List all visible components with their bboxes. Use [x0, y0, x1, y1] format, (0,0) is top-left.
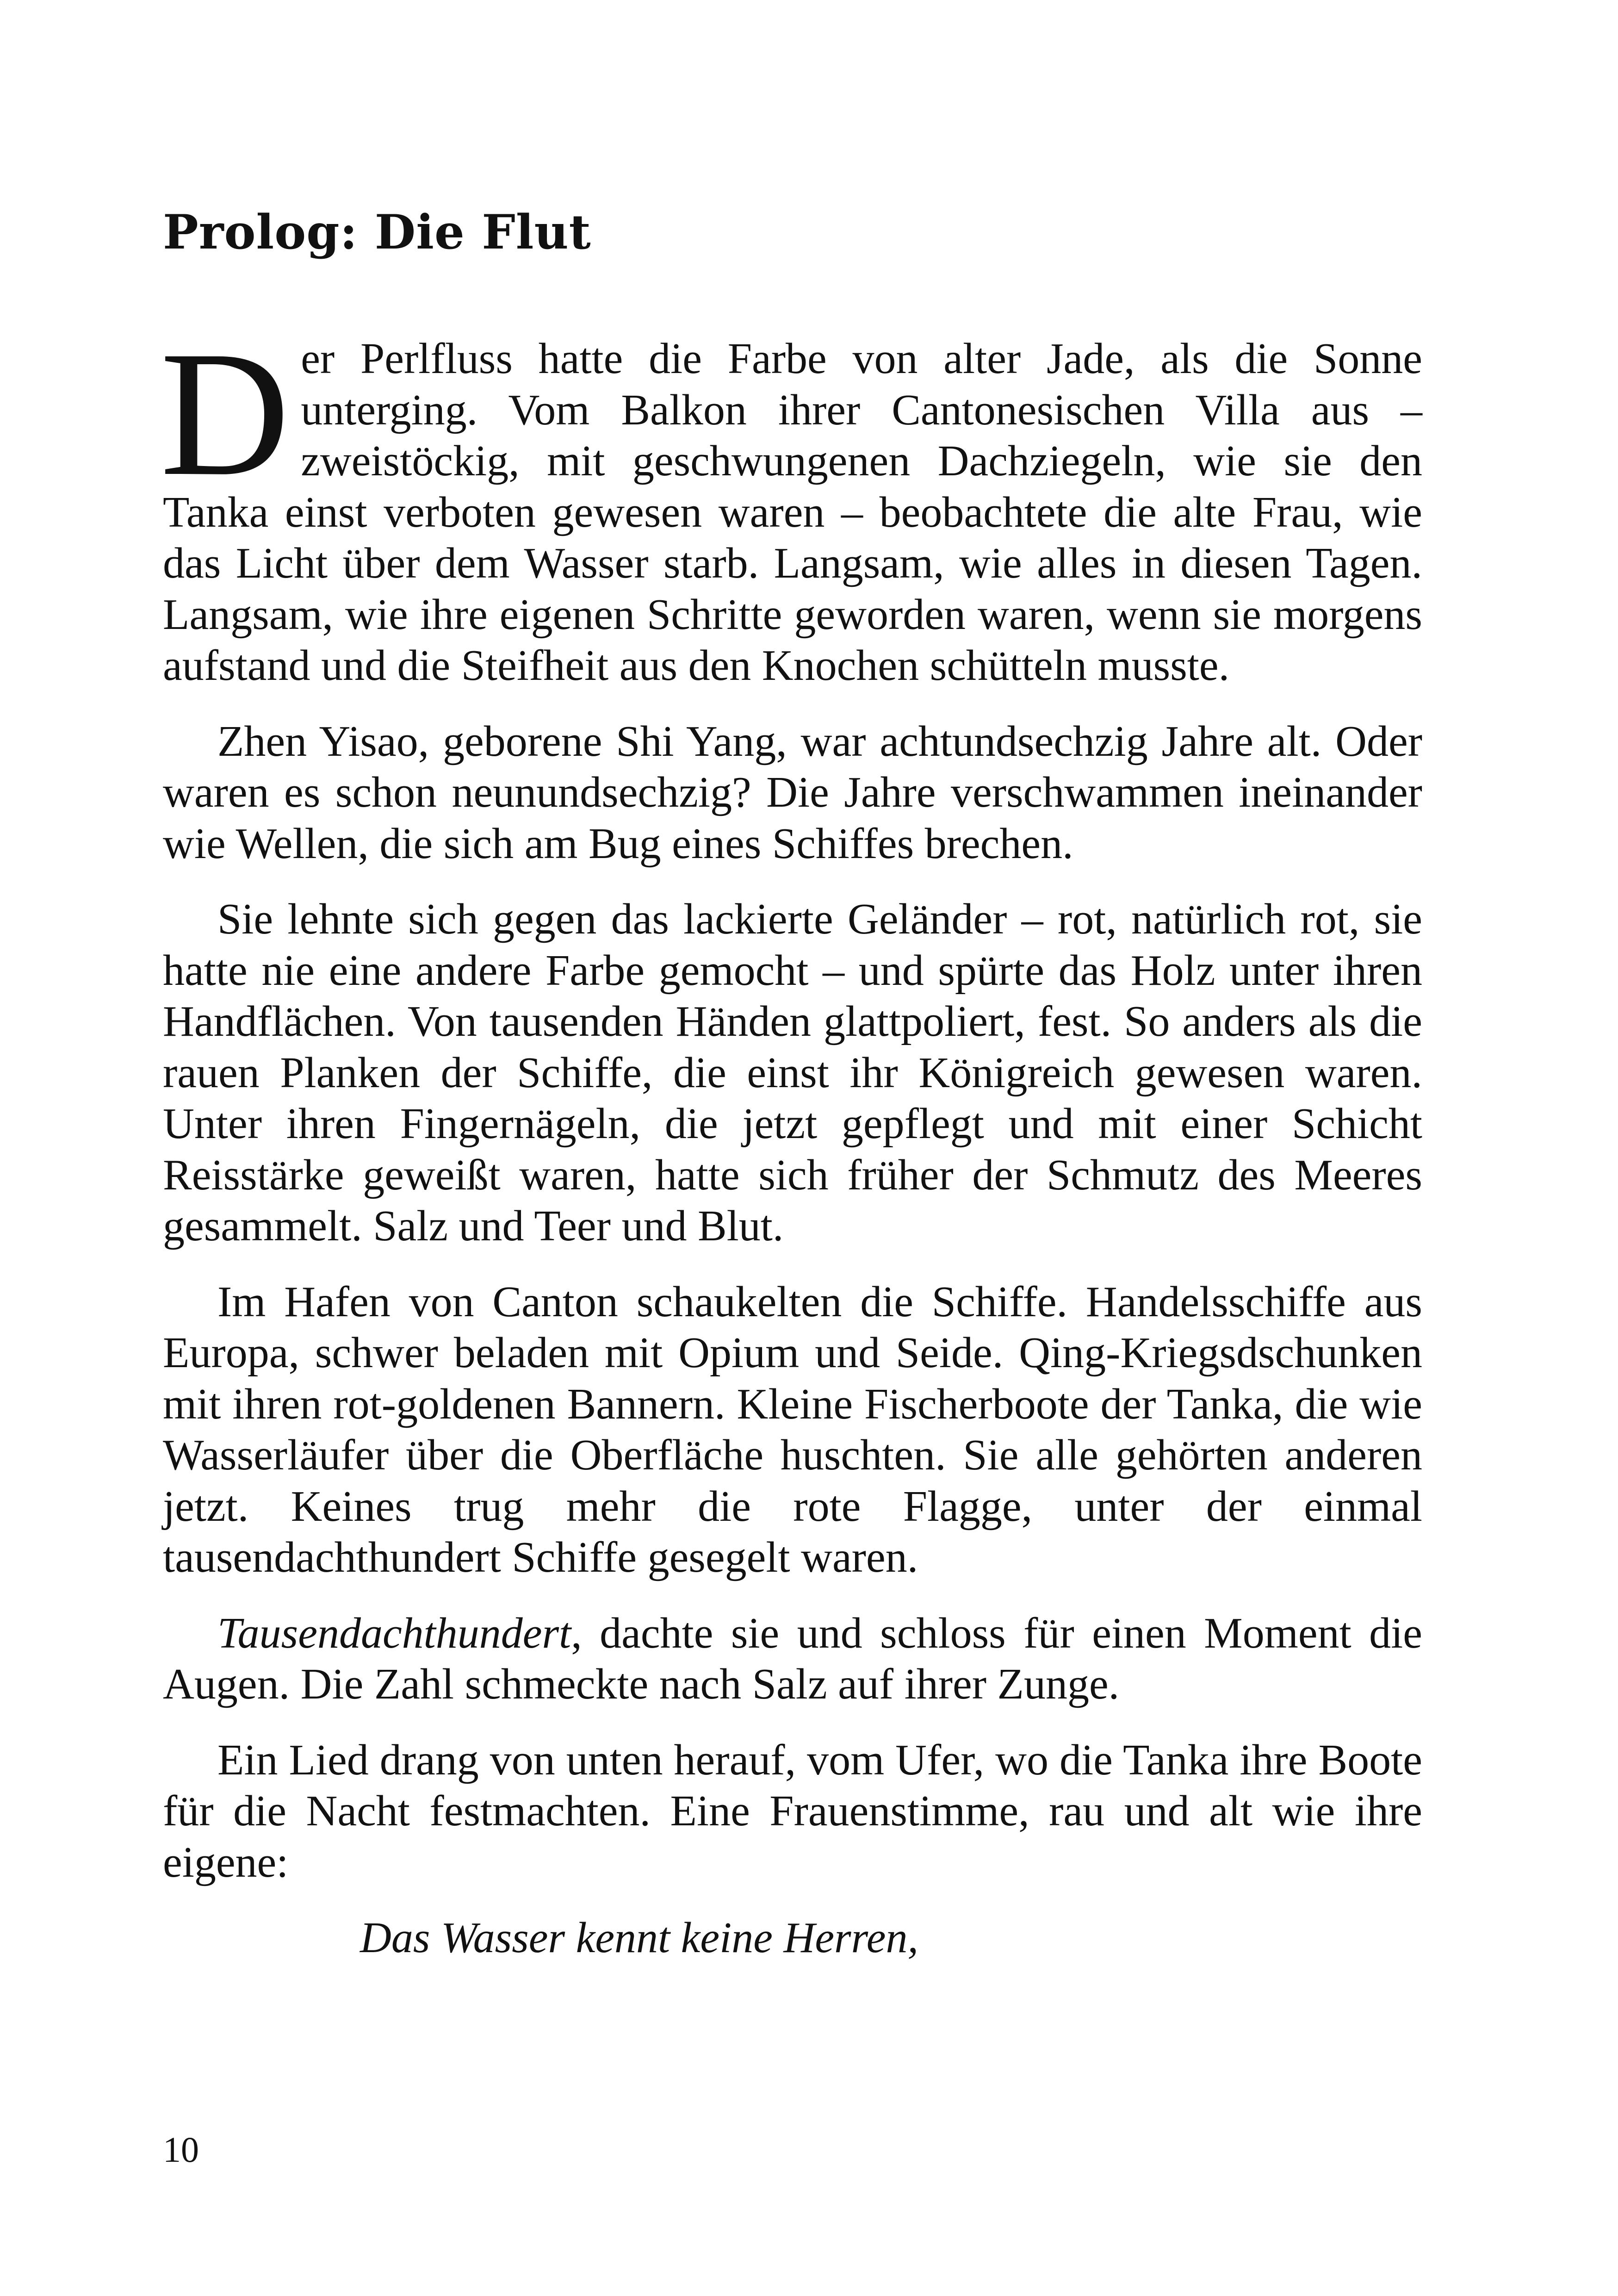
body-text — [160, 314, 1422, 1964]
paragraph-4: Im Hafen von Canton schaukelten die Schiffe. Handelsschiffe aus Europa, schwer beladen mit Opium und Seide. Qing-Kriegsdschunken mit ihren rot-goldenen Bannern. Kleine Fischerboote der Tanka, die wie Wasserläufer über die Oberfläche huschten. Sie alle gehörten anderen jetzt. Keines trug mehr die rote Flagge, unter der einmal tausendachthundert Schiffe gesegelt waren. — [163, 1277, 1422, 1581]
paragraph-3: Sie lehnte sich gegen das lackierte Geländer – rot, natürlich rot, sie hatte nie eine andere Farbe gemocht – und spürte das Holz unter ihren Handflächen. Von tausenden Händen glattpoliert, fest. So anders als die rauen Planken der Schiffe, die einst ihr Königreich gewesen waren. Unter ihren Fingernägeln, die jetzt gepflegt und mit einer Schicht Reisstärke geweißt waren, hatte sich früher der Schmutz des Meeres gesammelt. Salz und Teer und Blut. — [163, 895, 1422, 1250]
page-number: 10 — [163, 2129, 199, 2170]
verse-line: Das Wasser kennt keine Herren, — [360, 1914, 918, 1962]
paragraph-5-emphasis: Tausendachthundert — [217, 1609, 571, 1657]
paragraph-5-text: , dachte sie und schloss für einen Moment die Augen. Die Zahl schmeckte nach Salz auf ihrer Zunge. — [163, 1609, 1422, 1708]
paragraph-5 — [163, 1608, 1422, 1710]
paragraph-2: Zhen Yisao, geborene Shi Yang, war achtundsechzig Jahre alt. Oder waren es schon neunundsechzig? Die Jahre verschwammen ineinander wie Wellen, die sich am Bug eines Schiffes brechen. — [163, 717, 1422, 868]
paragraph-1 — [160, 314, 1422, 691]
drop-cap: D — [160, 314, 290, 513]
chapter-title: Prolog: Die Flut — [163, 205, 591, 260]
paragraph-6: Ein Lied drang von unten herauf, vom Ufer, wo die Tanka ihre Boote für die Nacht festmachten. Eine Frauenstimme, rau und alt wie ihre eigene: — [163, 1736, 1422, 1886]
paragraph-1-text: er Perlfluss hatte die Farbe von alter Jade, als die Sonne unterging. Vom Balkon ihrer Cantonesischen Villa aus – zweistöckig, mit geschwungenen Dachziegeln, wie sie den Tanka einst verboten gewesen waren – beobachtete die alte Frau, wie das Licht über dem Wasser starb. Langsam, wie alles in diesen Tagen. Langsam, wie ihre eigenen Schritte geworden waren, wenn sie morgens aufstand und die Steifheit aus den Knochen schütteln musste. — [163, 335, 1422, 690]
